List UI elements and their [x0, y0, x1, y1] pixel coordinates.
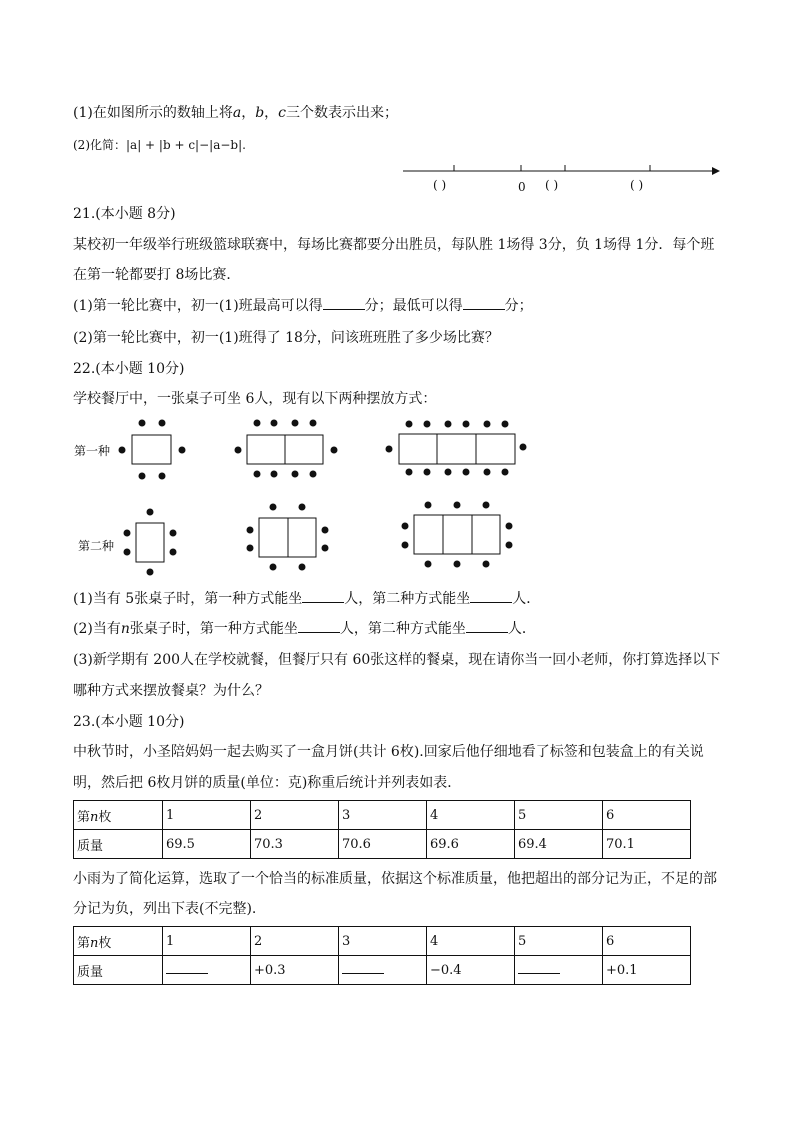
table-cell: 70.6	[339, 830, 427, 859]
table-header-label: 第n枚	[74, 927, 163, 956]
answer-blank[interactable]	[298, 620, 340, 633]
table-cell: 2	[251, 801, 339, 830]
table-cell: 69.4	[515, 830, 603, 859]
table-cell: 6	[603, 927, 691, 956]
q20-part1	[73, 104, 398, 122]
table-cell: 4	[427, 927, 515, 956]
answer-blank[interactable]	[302, 590, 344, 603]
q22-part1-text: 人，第二种方式能坐	[344, 591, 471, 607]
table-header-label: 第n枚	[74, 801, 163, 830]
answer-blank[interactable]	[466, 620, 508, 633]
table-cell: 6	[603, 801, 691, 830]
q21-part2: (2)第一轮比赛中，初一(1)班得了 18分，问该班班胜了多少场比赛？	[73, 330, 499, 346]
q20-part1-suffix: 三个数表示出来；	[286, 105, 399, 121]
table-cell: 69.6	[427, 830, 515, 859]
table-row-label: 质量	[74, 956, 163, 985]
var-c: c	[278, 105, 287, 121]
arrangement-1-label: 第一种	[74, 444, 111, 458]
table-cell: 3	[339, 927, 427, 956]
table-cell: 3	[339, 801, 427, 830]
q22-part2	[73, 620, 536, 638]
table-row-label: 质量	[74, 830, 163, 859]
q23-stem-line3: 小雨为了简化运算，选取了一个恰当的标准质量，依据这个标准质量，他把超出的部分记为正，不足的部	[73, 871, 717, 887]
table-cell: −0.4	[427, 956, 515, 985]
table-cell: 5	[515, 801, 603, 830]
q20-part2: (2)化简：|a| + |b + c|−|a−b|.	[73, 138, 246, 152]
answer-blank[interactable]	[470, 590, 512, 603]
q22-part2-text: 人，第二种方式能坐	[339, 621, 466, 637]
mooncake-mass-table	[73, 800, 691, 859]
q23-stem-line1: 中秋节时，小圣陪妈妈一起去购买了一盒月饼(共计 6枚).回家后他仔细地看了标签和包装盒上的有关说	[73, 744, 704, 760]
table-row	[74, 927, 691, 956]
axis-zero-label: 0	[518, 180, 526, 194]
q22-part2-text: (2)当有	[73, 621, 121, 637]
q22-part2-text: 人．	[507, 621, 536, 637]
table-row	[74, 956, 691, 985]
table-cell: 69.5	[163, 830, 251, 859]
table-cell: +0.1	[603, 956, 691, 985]
q22-part1-text: (1)当有 5张桌子时，第一种方式能坐	[73, 591, 303, 607]
q21-part1-text: 分；最低可以得	[364, 298, 463, 314]
var-n: n	[120, 621, 130, 637]
table-row	[74, 801, 691, 830]
q22-part1	[73, 590, 540, 608]
sep: ，	[241, 105, 256, 121]
q22-stem: 学校餐厅中，一张桌子可坐 6人，现有以下两种摆放方式：	[73, 391, 437, 407]
table-cell: 1	[163, 927, 251, 956]
var-b: b	[255, 105, 265, 121]
table-cell-blank[interactable]	[339, 956, 427, 985]
axis-blank-1: ( )	[433, 178, 447, 192]
q22-part1-text: 人．	[512, 591, 541, 607]
table-cell: 2	[251, 927, 339, 956]
q23-stem-line4: 分记为负，列出下表(不完整).	[73, 901, 257, 917]
q21-part1-text: 分；	[504, 298, 533, 314]
q21-stem-line1: 某校初一年级举行班级篮球联赛中，每场比赛都要分出胜员，每队胜 1场得 3分，负 1场得 1分．每个班	[73, 237, 715, 253]
table-cell: 5	[515, 927, 603, 956]
q23-stem-line2: 明，然后把 6枚月饼的质量(单位：克)称重后统计并列表如表．	[73, 775, 462, 791]
q22-heading: 22.(本小题 10分)	[73, 361, 185, 377]
table-cell: +0.3	[251, 956, 339, 985]
q22-part2-text: 张桌子时，第一种方式能坐	[129, 621, 298, 637]
answer-blank[interactable]	[463, 297, 505, 310]
q23-heading: 23.(本小题 10分)	[73, 714, 185, 730]
answer-blank[interactable]	[323, 297, 365, 310]
var-a: a	[232, 105, 242, 121]
axis-blank-2: ( )	[545, 178, 559, 192]
table-cell-blank[interactable]	[515, 956, 603, 985]
table-cell: 70.1	[603, 830, 691, 859]
q21-heading: 21.(本小题 8分)	[73, 206, 176, 222]
table-cell: 70.3	[251, 830, 339, 859]
q21-stem-line2: 在第一轮都要打 8场比赛．	[73, 267, 241, 283]
arrangement-2-label: 第二种	[78, 539, 115, 553]
q20-part1-prefix: (1)在如图所示的数轴上将	[73, 105, 233, 121]
q22-part3-line2: 哪种方式来摆放餐桌？为什么？	[73, 683, 269, 699]
sep: ，	[264, 105, 279, 121]
table-cell: 1	[163, 801, 251, 830]
table-cell: 4	[427, 801, 515, 830]
mooncake-deviation-table	[73, 926, 691, 985]
q21-part1	[73, 297, 533, 315]
table-cell-blank[interactable]	[163, 956, 251, 985]
axis-blank-3: ( )	[630, 178, 644, 192]
q22-part3-line1: (3)新学期有 200人在学校就餐，但餐厅只有 60张这样的餐桌，现在请你当一回小老师，你打算选择以下	[73, 652, 721, 668]
table-row	[74, 830, 691, 859]
q21-part1-text: (1)第一轮比赛中，初一(1)班最高可以得	[73, 298, 323, 314]
